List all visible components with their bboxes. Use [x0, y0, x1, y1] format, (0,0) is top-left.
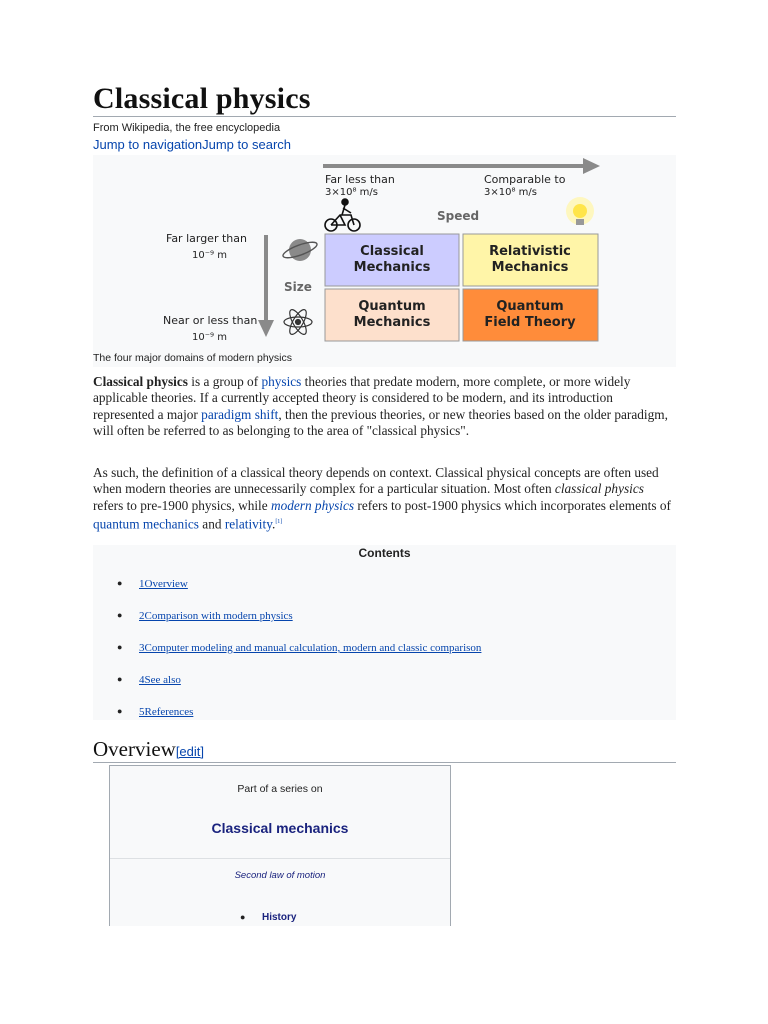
quantum-mechanics-link[interactable]: quantum mechanics [93, 516, 199, 532]
size-axis-label: Size [284, 280, 312, 294]
domains-diagram [93, 155, 676, 367]
intro-text-3: , then the previous theories, or new theories based on the older paradigm, will often be referred to as belonging to the area of "classical physics". [93, 406, 668, 439]
physics-link[interactable]: physics [261, 374, 302, 389]
size-arrow-head [258, 320, 274, 337]
context-text-2: refers to pre-1900 physics, while [93, 497, 271, 513]
context-text-1: As such, the definition of a classical theory depends on context. Classical physical concepts are often used when modern theories are unnecessarily complex for a particular situation. Most often [93, 465, 659, 497]
jump-links [93, 137, 291, 152]
page-title: Classical physics [93, 82, 311, 115]
speed-axis-label: Speed [437, 209, 480, 223]
far-less-than-label: Far less than [325, 173, 395, 186]
bullet-icon: ● [117, 610, 123, 620]
classical-physics-emphasis: classical physics [554, 481, 644, 497]
intro-bold-term: Classical physics [93, 374, 188, 389]
light-bulb-icon [566, 197, 594, 225]
planet-icon [281, 239, 318, 261]
figure-caption: The four major domains of modern physics [93, 352, 293, 364]
domains-figure [93, 155, 676, 367]
overview-heading [93, 737, 204, 762]
sidebar-divider [110, 858, 450, 859]
classical-line2: Mechanics [353, 260, 431, 275]
overview-divider [93, 762, 676, 763]
bullet-icon: ● [117, 578, 123, 588]
intro-paragraph [93, 374, 676, 440]
relativity-link[interactable]: relativity [224, 516, 272, 532]
sidebar-part-of: Part of a series on [237, 783, 323, 795]
bullet-icon: ● [117, 674, 123, 684]
far-larger-than-label: Far larger than [166, 232, 247, 245]
bullet-icon: ● [117, 642, 123, 652]
toc-title: Contents [358, 546, 411, 560]
near-or-less-label: Near or less than [163, 314, 258, 327]
modern-physics-link-text: modern physics [270, 497, 355, 513]
qft-line1: Quantum [496, 299, 564, 314]
speed-large-label: 3×10⁸ m/s [484, 187, 537, 198]
relativistic-line1: Relativistic [489, 244, 571, 259]
bullet-icon: ● [117, 706, 123, 716]
size-small-label: 10⁻⁹ m [192, 332, 227, 343]
intro-text-1: is a group of [187, 374, 262, 389]
context-text-5: . [271, 516, 276, 532]
sidebar-item-history-label: History [262, 912, 297, 923]
jump-to-search-link[interactable]: Jump to search [202, 137, 291, 152]
toc-link-overview[interactable]: 1Overview [139, 578, 188, 590]
sidebar-subtitle[interactable]: Second law of motion [234, 870, 326, 881]
sidebar-item-history[interactable] [240, 912, 297, 923]
quantum-line1: Quantum [358, 299, 426, 314]
context-text-4: and [198, 516, 225, 532]
toc-link-see-also[interactable]: 4See also [139, 674, 181, 686]
classical-line1: Classical [360, 244, 424, 259]
overview-heading-text: Overview [93, 737, 176, 761]
modern-physics-link[interactable] [271, 498, 354, 513]
sidebar-title[interactable]: Classical mechanics [211, 820, 349, 836]
edit-section-link[interactable]: [edit] [175, 744, 204, 759]
toc-link-comparison[interactable]: 2Comparison with modern physics [139, 610, 293, 622]
series-sidebar [109, 765, 451, 926]
site-subtitle: From Wikipedia, the free encyclopedia [93, 122, 281, 134]
comparable-to-label: Comparable to [484, 173, 566, 186]
toc-link-computer-modeling[interactable]: 3Computer modeling and manual calculation, modern and classic comparison [139, 642, 482, 654]
size-large-label: 10⁻⁹ m [192, 250, 227, 261]
qft-line2: Field Theory [484, 315, 576, 330]
bullet-icon: ● [240, 912, 246, 922]
intro-text-2: theories that predate modern, more complete, or more widely applicable theories. If a currently accepted theory is considered to be modern, and its introduction represented a major [93, 374, 631, 422]
table-of-contents [93, 545, 676, 720]
atom-icon [284, 307, 312, 336]
context-text-3: refers to post-1900 physics which incorporates elements of [354, 497, 671, 513]
bicycle-icon [325, 199, 360, 231]
quantum-line2: Mechanics [353, 315, 431, 330]
paradigm-shift-link[interactable]: paradigm shift [201, 406, 279, 422]
reference-1[interactable]: [1] [275, 519, 283, 526]
toc-link-references[interactable]: 5References [139, 706, 194, 718]
context-paragraph [93, 465, 676, 533]
title-divider [93, 116, 676, 117]
relativistic-line2: Mechanics [491, 260, 569, 275]
jump-to-navigation-link[interactable]: Jump to navigation [93, 137, 203, 152]
speed-arrow-head [583, 158, 600, 174]
speed-small-label: 3×10⁸ m/s [325, 187, 378, 198]
